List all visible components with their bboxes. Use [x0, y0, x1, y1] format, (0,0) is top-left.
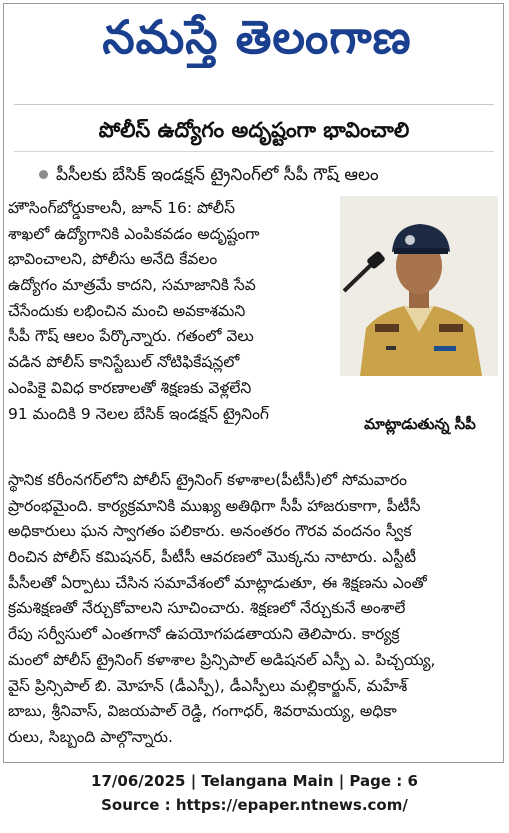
body-line: ఎంపికై వివిధ కారణాలతో శిక్షణకు వెళ్లలేని	[8, 378, 252, 397]
article-body-full	[8, 468, 500, 751]
body-line: స్థానిక కరీంనగర్‌లోని పోలీస్ ట్రైనింగ్ కళాశాల(పీటీసీ)లో సోమవారం	[8, 471, 408, 489]
body-line: భావించాలని, పోలీసు అనేది కేవలం	[8, 250, 218, 269]
body-line: సీపీ గౌష్ ఆలం పేర్కొన్నారు. గతంలో వెలు	[8, 327, 254, 346]
body-line: పీసీలతో ఏర్పాటు చేసిన సమావేశంలో మాట్లాడుతూ, ఈ శిక్షణను ఎంతో	[8, 573, 427, 592]
body-line: శాఖలో ఉద్యోగానికి ఎంపికవడం అదృష్టంగా	[8, 224, 260, 243]
newspaper-masthead: నమస్తే తెలంగాణ	[102, 10, 412, 64]
divider	[14, 104, 494, 105]
article-body-narrow	[8, 196, 332, 427]
body-line: హౌసింగ్‌బోర్డుకాలనీ, జూన్ 16: పోలీస్	[8, 199, 235, 217]
body-line: వడిన పోలీస్ కానిస్టేబుల్ నోటిఫికేషన్లలో	[8, 353, 240, 372]
body-line: 91 మందికి 9 నెలల బేసిక్ ఇండక్షన్ ట్రైనింగ్	[8, 404, 269, 423]
body-line: మంలో పోలీస్ ట్రైనింగ్ కళాశాల ప్రిన్సిపాల్ అడిషనల్ ఎస్పీ ఎ. పిచ్చయ్య,	[8, 650, 436, 669]
body-line: ప్రారంభమైంది. కార్యక్రమానికి ముఖ్య అతిథిగా సీపీ హాజరుకాగా, పీటీసీ	[8, 496, 421, 515]
footer-edition-info: 17/06/2025 | Telangana Main | Page : 6	[91, 772, 418, 790]
body-line: చేసేందుకు లభించిన మంచి అవకాశమని	[8, 301, 246, 320]
body-line: ఉద్యోగం మాత్రమే కాదని, సమాజానికి సేవ	[8, 276, 256, 295]
photo-caption: మాట్లాడుతున్న సీపీ	[364, 415, 476, 433]
body-line: రేపు సర్వీసులో ఎంతగానో ఉపయోగపడతాయని తెలిపారు. కార్యక్ర	[8, 625, 400, 644]
footer-source: Source : https://epaper.ntnews.com/	[101, 796, 408, 814]
article-headline: పోలీస్ ఉద్యోగం అదృష్టంగా భావించాలి	[98, 118, 410, 142]
body-line: క్రమశిక్షణతో నేర్చుకోవాలని సూచించారు. శిక్షణలో నేర్చుకునే అంశాలే	[8, 599, 406, 618]
body-line: అధికారులు ఘన స్వాగతం పలికారు. అనంతరం గౌరవ వందనం స్వీక	[8, 522, 412, 541]
bullet-icon	[39, 170, 48, 179]
body-line: రించిన పోలీస్ కమిషనర్, పీటీసీ ఆవరణలో మొక్కను నాటారు. ఎస్టీటీ	[8, 548, 417, 567]
police-commissioner-photo	[340, 196, 498, 376]
article-subheadline: పీసీలకు బేసిక్ ఇండక్షన్ ట్రైనింగ్‌లో సీపీ గౌష్ ఆలం	[56, 165, 379, 185]
body-line: బాబు, శ్రీనివాస్, విజయపాల్ రెడ్డి, గంగాధర్, శివరామయ్య, అధికా	[8, 702, 397, 721]
body-line: రులు, సిబ్బంది పాల్గొన్నారు.	[8, 727, 173, 746]
body-line: వైస్ ప్రిన్సిపాల్ బి. మోహన్ (డీఎస్పీ), డీఎస్పీలు మల్లికార్జున్, మహేశ్	[8, 676, 408, 695]
divider	[14, 151, 494, 152]
